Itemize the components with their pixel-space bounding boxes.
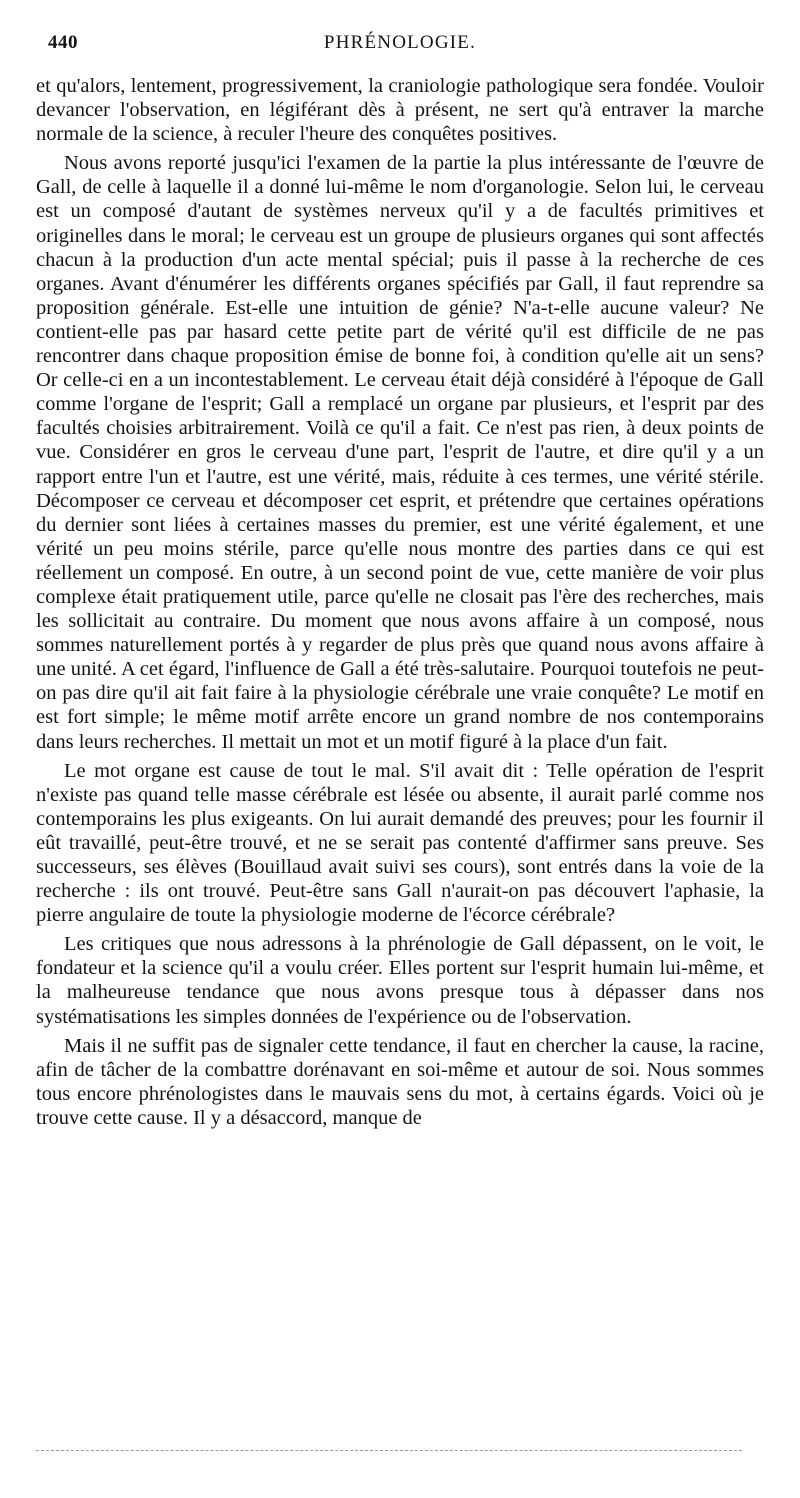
page-number: 440 (48, 32, 78, 53)
body-text (36, 74, 764, 1130)
paragraph-critiques: Les critiques que nous adressons à la phrénologie de Gall dépassent, on le voit, le fondateur et la science qu'il a voulu créer. Elles portent sur l'esprit humain lui-même, et la malheureuse tendance que nous avons presque tous à dépasser dans nos systématisations les simples données de l'expérience ou de l'observation. (36, 933, 764, 1028)
running-head (36, 32, 764, 62)
paragraph-organologie: Nous avons reporté jusqu'ici l'examen de la partie la plus intéressante de l'œuvre de Gall, de celle à laquelle il a donné lui-même le nom d'organologie. Selon lui, le cerveau est un composé d'autant de systèmes nerveux qu'il y a de facultés primitives et originelles dans le moral; le cerveau est un groupe de plusieurs organes qui sont affectés chacun à la production d'un acte mental spécial; puis il passe à la recherche de ces organes. Avant d'énumérer les différents organes spécifiés par Gall, il faut reprendre sa proposition générale. Est-elle une intuition de génie? N'a-t-elle aucune valeur? Ne contient-elle pas par hasard cette petite part de vérité qu'il est difficile de ne pas rencontrer dans chaque proposition émise de bonne foi, à condition qu'elle ait un sens? Or celle-ci en a un incontestablement. Le cerveau était déjà considéré à l'époque de Gall comme l'organe de l'esprit; Gall a remplacé un organe par plusieurs, et l'esprit par des facultés choisies arbitrairement. Voilà ce qu'il a fait. Ce n'est pas rien, à deux points de vue. Considérer en gros le cerveau d'une part, l'esprit de l'autre, et dire qu'il y a un rapport entre l'un et l'autre, est une vérité, mais, réduite à ces termes, une vérité stérile. Décomposer ce cerveau et décomposer cet esprit, et prétendre que certaines opérations du dernier sont liées à certaines masses du premier, est une vérité également, et une vérité un peu moins stérile, parce qu'elle nous montre des parties dans ce qui est réellement un composé. En outre, à un second point de vue, cette manière de voir plus complexe était pratiquement utile, parce qu'elle ne closait pas l'ère des recherches, mais les sollicitait au contraire. Du moment que nous avons affaire à un composé, nous sommes naturellement portés à y regarder de plus près que quand nous avons affaire à une unité. A cet égard, l'influence de Gall a été très-salutaire. Pourquoi toutefois ne peut-on pas dire qu'il ait fait faire à la physiologie cérébrale une vraie conquête? Le motif en est fort simple; le même motif arrête encore un grand nombre de nos contemporains dans leurs recherches. Il mettait un mot et un motif figuré à la place d'un fait. (36, 152, 764, 753)
page-bottom-rule (36, 1450, 742, 1451)
paragraph-continued: et qu'alors, lentement, progressivement, la craniologie pathologique sera fondée. Vouloir devancer l'observation, en légiférant dès à présent, ne sert qu'à entraver la marche normale de la science, à reculer l'heure des conquêtes positives. (36, 75, 764, 146)
running-title: PHRÉNOLOGIE. (323, 32, 477, 53)
paragraph-tendance: Mais il ne suffit pas de signaler cette tendance, il faut en chercher la cause, la racine, afin de tâcher de la combattre dorénavant en soi-même et autour de soi. Nous sommes tous encore phrénologistes dans le mauvais sens du mot, à certains égards. Voici où je trouve cette cause. Il y a désaccord, manque de (36, 1034, 764, 1129)
paragraph-mot-organe: Le mot organe est cause de tout le mal. S'il avait dit : Telle opération de l'esprit n'existe pas quand telle masse cérébrale est lésée ou absente, il aurait parlé comme nos contemporains les plus exigeants. On lui aurait demandé des preuves; pour les fournir il eût travaillé, peut-être trouvé, et ne se serait pas contenté d'affirmer sans preuve. Ses successeurs, ses élèves (Bouillaud avait suivi ses cours), sont entrés dans la voie de la recherche : ils ont trouvé. Peut-être sans Gall n'aurait-on pas découvert l'aphasie, la pierre angulaire de toute la physiologie moderne de l'écorce cérébrale? (36, 759, 764, 927)
